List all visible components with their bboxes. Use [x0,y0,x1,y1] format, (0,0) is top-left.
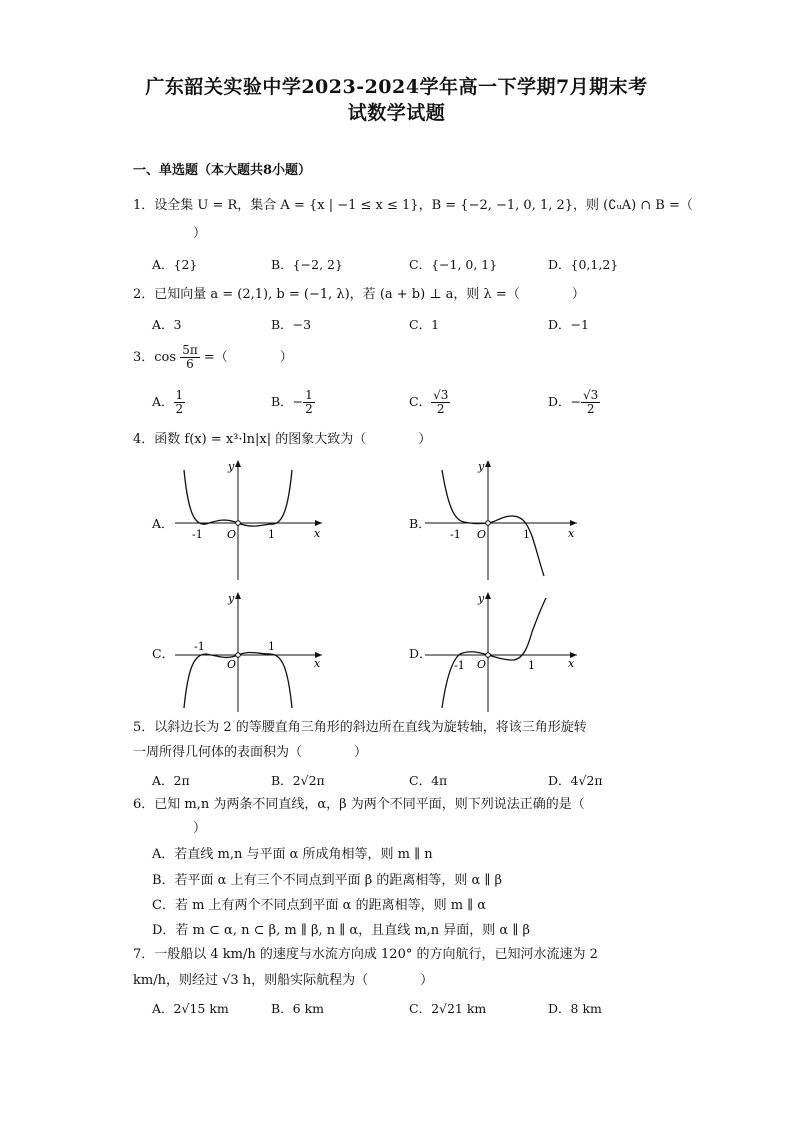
q1-option-b: B．{−2, 2} [271,257,343,272]
pos1-label: 1 [268,640,275,653]
q3-frac-den: 6 [186,357,194,371]
x-label: x [314,657,321,670]
q3-option-c [409,389,450,416]
neg1-label: -1 [454,659,465,672]
pos1-label: 1 [523,528,530,541]
q7-option-d: D．8 km [548,1001,602,1016]
q3-option-b [271,389,315,416]
y-axis-arrow [485,460,491,467]
q3-c-frac [431,389,450,416]
q4-option-a-label: A． [152,516,174,531]
q6-option-b: B．若平面 α 上有三个不同点到平面 β 的距离相等，则 α ∥ β [152,873,503,888]
q2-option-d: D．−1 [548,317,589,332]
origin-label: O [227,528,237,541]
q7-line-2: km/h，则经过 √3 h，则船实际航程为（ ） [133,973,434,988]
y-axis-arrow [235,592,241,599]
q7-option-b: B．6 km [271,1001,325,1016]
q3-option-a [152,389,185,416]
q3-d-frac [581,389,600,416]
q6-option-d: D．若 m ⊂ α, n ⊂ β, m ∥ β, n ∥ α，且直线 m,n 异面，则 α ∥ β [152,923,530,938]
origin-hole [236,521,241,526]
q6-option-c: C．若 m 上有两个不同点到平面 α 的距离相等，则 m ∥ α [152,898,487,913]
q4-graph-b [420,456,585,584]
q1-tail: ） [193,226,207,241]
title-line-2: 试数学试题 [347,102,446,124]
section-heading: 一、单选题（本大题共8小题） [133,163,312,178]
q7-line-1: 7．一般船以 4 km/h 的速度与水流方向成 120° 的方向航行，已知河水流速为 2 [133,947,598,962]
y-label: y [228,592,235,605]
q3-a-label: A． [152,394,174,409]
q4-option-d-label: D． [409,646,432,661]
y-label: y [478,592,485,605]
pos1-label: 1 [528,659,535,672]
y-label: y [228,460,235,473]
pos1-label: 1 [268,528,275,541]
y-axis-arrow [485,592,491,599]
q2-option-a: A．3 [152,317,182,332]
q3-b-den: 2 [305,402,313,416]
x-axis-arrow [570,520,577,526]
q5-option-b: B．2√2π [271,773,325,788]
q7-option-c: C．2√21 km [409,1001,487,1016]
q4-option-c-label: C． [152,646,175,661]
origin-hole [236,653,241,658]
q3-d-label: D．− [548,394,581,409]
q3-stem-pre: 3．cos [133,350,177,365]
origin-label: O [477,658,487,671]
origin-hole [486,521,491,526]
q3-c-num: √3 [433,388,449,402]
x-axis-arrow [315,520,322,526]
q3-stem [133,344,293,371]
q4-graph-d [420,588,585,716]
curve [442,598,546,708]
q6-option-a: A．若直线 m,n 与平面 α 所成角相等，则 m ∥ n [152,847,433,862]
q5-line-2: 一周所得几何体的表面积为（ ） [133,745,368,760]
q4-graph-c [170,588,330,716]
q1-option-c: C．{−1, 0, 1} [409,257,498,272]
q3-a-den: 2 [175,402,184,416]
q4-stem: 4．函数 f(x) = x³·ln|x| 的图象大致为（ ） [133,432,432,447]
q5-line-1: 5．以斜边长为 2 的等腰直角三角形的斜边所在直线为旋转轴，将该三角形旋转 [133,720,587,735]
x-label: x [568,657,575,670]
title-line-1: 广东韶关实验中学2023-2024学年高一下学期7月期末考 [145,76,648,98]
q3-b-num: 1 [305,388,313,402]
q3-b-label: B．− [271,394,304,409]
q7-option-a: A．2√15 km [152,1001,229,1016]
origin-hole [486,653,491,658]
q5-option-d: D．4√2π [548,773,603,788]
q6-line-1: 6．已知 m,n 为两条不同直线，α，β 为两个不同平面，则下列说法正确的是（ [133,797,585,812]
q3-a-num: 1 [175,388,184,402]
q3-d-num: √3 [583,388,599,402]
q3-d-den: 2 [586,402,595,416]
q1-stem: 1．设全集 U = R，集合 A = {x | −1 ≤ x ≤ 1}，B = {−2, −1, 0, 1, 2}，则 (∁ᵤA) ∩ B =（ [133,198,693,213]
q3-c-label: C． [409,394,432,409]
q3-fraction [180,344,200,371]
origin-label: O [227,658,237,671]
q5-option-c: C．4π [409,773,448,788]
q3-frac-num: 5π [182,343,198,357]
q1-option-d: D．{0,1,2} [548,257,619,272]
q4-option-b-label: B． [409,516,431,531]
x-label: x [568,527,575,540]
q3-a-frac [174,389,186,416]
q2-option-c: C．1 [409,317,440,332]
q4-graph-a [170,456,330,584]
neg1-label: -1 [194,640,205,653]
y-label: y [478,460,485,473]
q1-option-a: A．{2} [152,257,198,272]
y-axis-arrow [235,460,241,467]
q3-c-den: 2 [436,402,445,416]
q2-option-b: B．−3 [271,317,312,332]
q3-option-d [548,389,600,416]
x-label: x [314,527,321,540]
neg1-label: -1 [192,528,203,541]
q6-tail: ） [193,821,207,836]
origin-label: O [477,528,487,541]
q5-option-a: A．2π [152,773,190,788]
q3-stem-post: =（ ） [203,350,293,365]
q3-b-frac [303,389,315,416]
q2-stem: 2．已知向量 a = (2,1), b = (−1, λ)，若 (a + b) ⊥ a，则 λ =（ ） [133,287,585,302]
neg1-label: -1 [450,528,461,541]
